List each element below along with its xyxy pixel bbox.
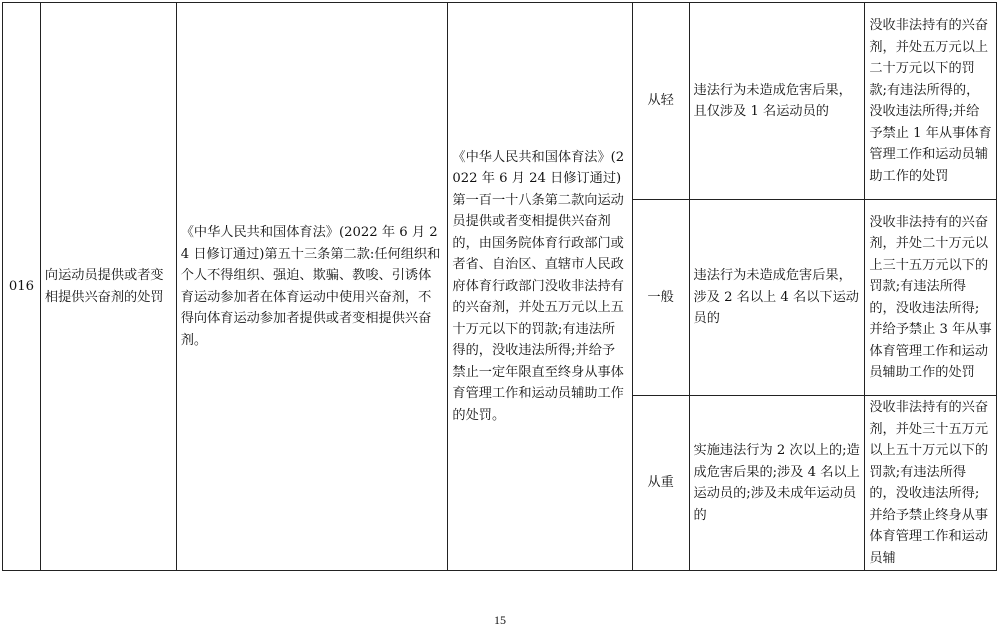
level-standard-light: 没收非法持有的兴奋剂，并处五万元以上二十万元以下的罚款;有违法所得的，没收违法所得;并给予禁止 1 年从事体育管理工作和运动员辅助工作的处罚: [865, 3, 997, 200]
row-number: 016: [3, 3, 41, 571]
page-number: 15: [494, 613, 506, 627]
level-label-light: 从轻: [632, 3, 689, 200]
legal-basis-penalty: 《中华人民共和国体育法》(2022 年 6 月 24 日修订通过)第一百一十八条第二款向运动员提供或者变相提供兴奋剂的，由国务院体育行政部门或者省、自治区、直辖市人民政府体育行政部门没收非法持有的兴奋剂，并处五万元以上五十万元以下的罚款;有违法所得的，没收违法所得;并给予禁止一定年限直至终身从事体育管理工作和运动员辅助工作的处罚。: [448, 3, 632, 571]
level-standard-heavy: 没收非法持有的兴奋剂，并处三十五万元以上五十万元以下的罚款;有违法所得的，没收违法所得;并给予禁止终身从事体育管理工作和运动员辅: [865, 396, 997, 571]
level-detail-light: 违法行为未造成危害后果，且仅涉及 1 名运动员的: [689, 3, 865, 200]
violation-item: 向运动员提供或者变相提供兴奋剂的处罚: [40, 3, 176, 571]
level-standard-normal: 没收非法持有的兴奋剂，并处二十万元以上三十五万元以下的罚款;有违法所得的，没收违法所得;并给予禁止 3 年从事体育管理工作和运动员辅助工作的处罚: [865, 200, 997, 396]
level-detail-normal: 违法行为未造成危害后果，涉及 2 名以上 4 名以下运动员的: [689, 200, 865, 396]
level-label-normal: 一般: [632, 200, 689, 396]
legal-basis-provision: 《中华人民共和国体育法》(2022 年 6 月 24 日修订通过)第五十三条第二款:任何组织和个人不得组织、强迫、欺骗、教唆、引诱体育运动参加者在体育运动中使用兴奋剂，不得向体育运动参加者提供或者变相提供兴奋剂。: [176, 3, 448, 571]
level-label-heavy: 从重: [632, 396, 689, 571]
table-row: [3, 3, 997, 200]
penalty-standard-table: [2, 2, 997, 571]
level-detail-heavy: 实施违法行为 2 次以上的;造成危害后果的;涉及 4 名以上运动员的;涉及未成年运动员的: [689, 396, 865, 571]
